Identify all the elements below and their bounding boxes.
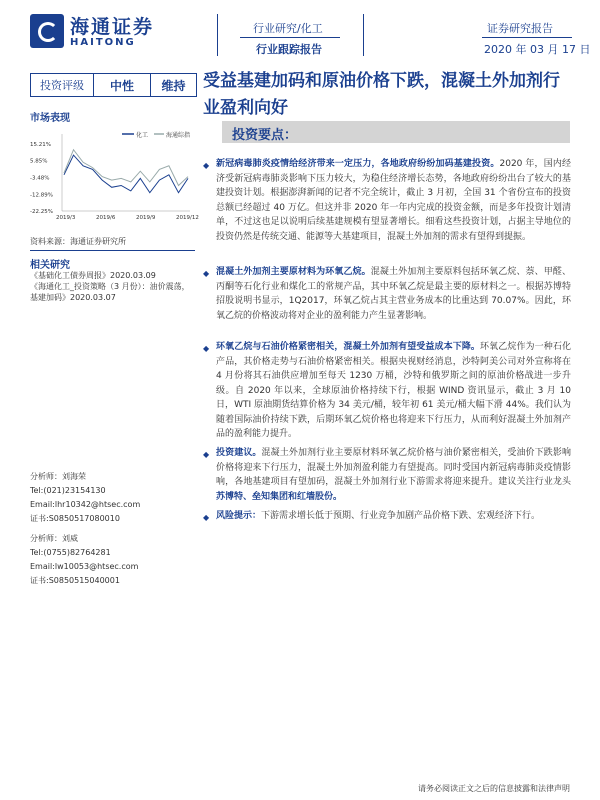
bullet-icon: ◆ (203, 269, 210, 278)
related-item[interactable]: 《海通化工_投资策略（3 月份）：油价震荡，基建加码》2020.03.07 (30, 282, 190, 302)
analyst-cert: 证书:S0850517080010 (30, 514, 120, 523)
bullet-icon: ◆ (203, 450, 210, 459)
report-date: 2020 年 03 月 17 日 (484, 43, 591, 56)
analyst-cert: 证书:S0850515040001 (30, 576, 120, 585)
header-rule (482, 37, 572, 38)
paragraph-lead: 投资建议。 (216, 448, 262, 458)
related-title: 相关研究 (30, 260, 70, 271)
y-tick-label: 5.85% (30, 158, 48, 165)
y-tick-label: -3.48% (30, 175, 50, 182)
bullet-icon: ◆ (203, 513, 210, 522)
rating-value: 中性 (94, 74, 151, 96)
report-kind: 证券研究报告 (487, 22, 553, 35)
report-title: 受益基建加码和原油价格下跌，混凝土外加剂行业盈利向好 (203, 71, 560, 118)
paragraph-text: 环氧乙烷作为一种石化产品，其价格走势与石油价格紧密相关。根据央视财经消息，沙特阿美公司对外宣称将在 4 月份将其石油供应增加至每天 1230 万桶，沙特和俄罗斯之间的原油价格战进一步升级。自 2020 年以来，全球原油价格持续下行，根据 WIND 资讯显示，截止 3 月 10 日，WTI 原油期货结算价格为 34 美元/桶，较年初 61 美元/桶大幅下滑 44%。我们认为随着国际油价持续下跌，后期环氧乙烷价格也将迎来下行压力，从而利好混凝土外加剂产品的盈利能力提升。 (216, 342, 571, 439)
chart-source: 资料来源：海通证券研究所 (30, 237, 126, 246)
analyst-name: 分析师：刘海荣 (30, 472, 86, 481)
rating-action: 维持 (161, 78, 186, 93)
logo-cn-text: 海通证券 (70, 16, 155, 38)
y-tick-label: 15.21% (30, 142, 51, 148)
points-label: 投资要点： (232, 128, 298, 143)
paragraph (203, 509, 571, 524)
report-type: 行业跟踪报告 (256, 43, 322, 56)
company-logo (30, 12, 170, 50)
legend-a: 化工 (136, 132, 149, 139)
y-tick-label: -12.89% (30, 192, 53, 199)
market-title: 市场表现 (30, 113, 70, 124)
rating-label: 投资评级 (31, 74, 94, 96)
x-tick-label: 2019/3 (56, 215, 76, 221)
legend-b: 海通综指 (166, 132, 191, 139)
paragraph-lead: 环氧乙烷与石油价格紧密相关，混凝土外加剂有望受益成本下降。 (216, 342, 481, 352)
logo-mark-icon (30, 14, 64, 48)
series-line-chemical (64, 155, 188, 193)
paragraph-lead: 混凝土外加剂主要原材料为环氧乙烷。 (216, 267, 371, 277)
paragraph-lead: 新冠病毒肺炎疫情给经济带来一定压力，各地政府纷纷加码基建投资。 (216, 159, 500, 169)
rating-box (30, 73, 197, 97)
analyst-tel: Tel:(021)23154130 (30, 486, 106, 495)
paragraph-tail: 苏博特、垒知集团和红墙股份。 (216, 491, 343, 502)
paragraph-text: 2020 年，国内经济受新冠病毒肺炎影响下压力较大，为稳住经济增长态势，各地政府纷纷出台了较大的基建投资计划。根据澎湃新闻的记者不完全统计，截止 3 月初，全国 31 个省份宣布的投资总额已经超过 40 万亿。但这并非 2020 年一年内完成的投资金额，而是多年投资计划清单，不过这也足以说明后续基建规模有望显著增长。细看这些投资计划，占据主导地位的投资仍然是传统交通、能源等大基建项目，混凝土外加剂的需求有望得到提振。 (216, 159, 571, 242)
analyst-email[interactable]: Email:lhr10342@htsec.com (30, 500, 141, 509)
analyst-email[interactable]: Email:lw10053@htsec.com (30, 562, 139, 571)
paragraph-text: 混凝土外加剂行业主要原材料环氧乙烷价格与油价紧密相关，受油价下跌影响价格将迎来下行压力，混凝土外加剂盈利能力有望提高。同时受国内新冠病毒肺炎疫情影响，各地基建项目有望加码，混凝土外加剂行业下游需求将迎来提升。建议关注行业龙头 (216, 448, 571, 487)
x-tick-label: 2019/12 (176, 215, 199, 221)
sidebar-rule (30, 250, 195, 251)
logo-en-text: HAITONG (70, 37, 136, 48)
header-rule (240, 37, 340, 38)
x-tick-label: 2019/6 (96, 215, 116, 221)
y-tick-label: -22.25% (30, 209, 53, 215)
analyst-block (30, 470, 195, 588)
footer-disclaimer: 请务必阅读正文之后的信息披露和法律声明 (418, 784, 570, 793)
header-divider (217, 14, 218, 56)
related-item[interactable]: 《基础化工债券周报》2020.03.09 (30, 271, 156, 280)
bullet-icon: ◆ (203, 161, 210, 170)
paragraph (203, 340, 571, 442)
x-tick-label: 2019/9 (136, 215, 156, 221)
report-category: 行业研究/化工 (253, 22, 323, 35)
bullet-icon: ◆ (203, 344, 210, 353)
series-line-index (64, 150, 188, 186)
paragraph (203, 157, 571, 244)
paragraph-lead: 风险提示： (216, 511, 262, 521)
paragraph-text: 混凝土外加剂主要原料包括环氧乙烷、萘、甲醛、丙酮等石化行业和煤化工的常规产品，其中环氧乙烷是最主要的原材料之一。根据苏博特招股说明书显示，1Q2017，环氧乙烷占其主营业务成本的比重达到 70.07%。因此，环氧乙烷的价格波动将对企业的盈利能力产生显著影响。 (216, 267, 571, 321)
paragraph (203, 265, 571, 323)
market-chart (30, 126, 199, 226)
analyst-name: 分析师：刘威 (30, 534, 78, 543)
paragraph-text: 下游需求增长低于预期、行业竞争加剧产品价格下跌、宏观经济下行。 (261, 511, 541, 521)
analyst-tel: Tel:(0755)82764281 (30, 548, 111, 557)
related-list (30, 270, 195, 303)
header-divider (363, 14, 364, 56)
paragraph (203, 446, 571, 504)
